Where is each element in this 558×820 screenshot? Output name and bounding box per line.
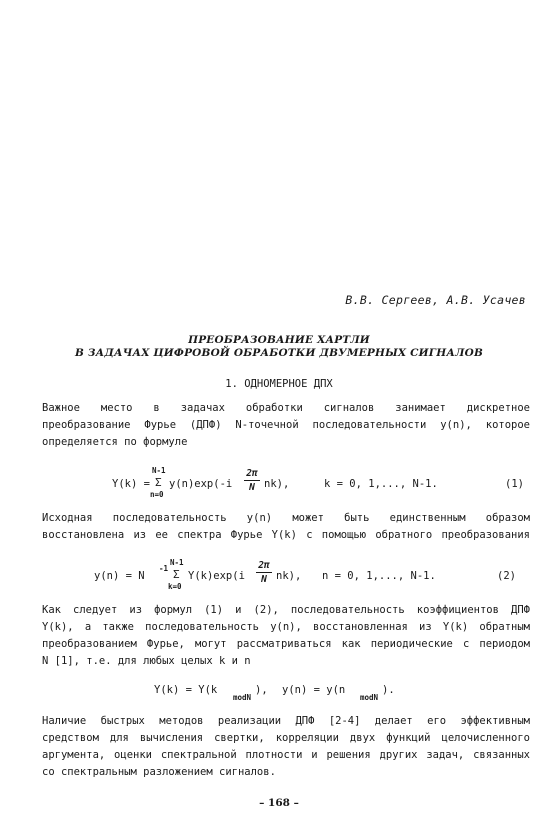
- paragraph-line: аргумента, оценки спектральной плотности и решения других задач, связанных: [42, 749, 530, 761]
- paragraph-line: Исходная последовательность y(n) может быть единственным образом: [42, 512, 530, 524]
- eq2-lhs: y(n) = N: [94, 570, 145, 582]
- paragraph-line: определяется по формуле: [42, 436, 188, 448]
- eq1-body: y(n)exp(-i: [169, 478, 233, 490]
- eq1-lhs: Y(k) =: [112, 478, 150, 490]
- eq3-part-2: ),: [255, 684, 268, 696]
- paragraph-line: преобразование Фурье (ДПФ) N-точечной последовательности y(n), которое: [42, 419, 530, 431]
- section-heading: 1. ОДНОМЕРНОЕ ДПХ: [225, 378, 333, 390]
- eq1-number: (1): [505, 478, 524, 490]
- fraction-bar: [244, 480, 260, 481]
- eq3-sub-2: modN: [360, 693, 379, 702]
- paragraph-line: средством для вычисления свертки, корреляции двух функций целочисленного: [42, 732, 530, 744]
- paragraph-line: N [1], т.е. для любых целых k и n: [42, 655, 251, 667]
- eq1-sum-sign: Σ: [155, 476, 162, 489]
- title-line-1: ПРЕОБРАЗОВАНИЕ ХАРТЛИ: [188, 334, 370, 346]
- paragraph-1: [42, 400, 530, 451]
- authors: В.В. Сергеев, А.В. Усачев: [345, 293, 526, 307]
- eq2-sum-top: N-1: [170, 558, 184, 567]
- paragraph-line: преобразованием Фурье, могут рассматриваться как периодические с периодом: [42, 638, 530, 650]
- eq2-frac-den: N: [261, 574, 267, 585]
- paragraph-line: восстановлена из ее спектра Фурье Y(k) с помощью обратного преобразования: [42, 529, 530, 541]
- eq2-body: Y(k)exp(i: [188, 570, 245, 582]
- eq2-range: n = 0, 1,..., N-1.: [322, 570, 436, 582]
- equation-3: [42, 680, 530, 704]
- eq2-power: -1: [159, 564, 169, 573]
- eq1-frac-den: N: [249, 482, 255, 493]
- equation-2: [42, 558, 530, 598]
- paragraph-line: Важное место в задачах обработки сигналов занимает дискретное: [42, 402, 530, 414]
- eq1-frac-num: 2π: [246, 468, 258, 479]
- eq2-fraction: [256, 560, 272, 585]
- eq2-frac-num: 2π: [258, 560, 270, 571]
- eq3-part-3: y(n) = y(n: [282, 684, 346, 696]
- paragraph-2: [42, 510, 530, 544]
- paragraph-line: Как следует из формул (1) и (2), последовательность коэффициентов ДПФ: [42, 604, 530, 616]
- eq3-part-4: ).: [382, 684, 395, 696]
- paragraph-line: со спектральным разложением сигналов.: [42, 766, 276, 778]
- paragraph-3: [42, 602, 530, 670]
- fraction-bar: [256, 572, 272, 573]
- eq3-sub-1: modN: [233, 693, 252, 702]
- eq1-sum-bottom: n=0: [150, 490, 164, 499]
- page-number: – 168 –: [259, 797, 299, 809]
- paragraph-line: Наличие быстрых методов реализации ДПФ [2-4] делает его эффективным: [42, 715, 530, 727]
- paragraph-line: Y(k), а также последовательность y(n), восстановленная из Y(k) обратным: [42, 621, 530, 633]
- title-line-2: В ЗАДАЧАХ ЦИФРОВОЙ ОБРАБОТКИ ДВУМЕРНЫХ СИГНАЛОВ: [74, 347, 484, 359]
- eq1-fraction: [244, 468, 260, 493]
- eq2-sum-sign: Σ: [173, 568, 180, 581]
- eq2-sum-bottom: k=0: [168, 582, 182, 591]
- eq3-part-1: Y(k) = Y(k: [154, 684, 218, 696]
- eq1-range: k = 0, 1,..., N-1.: [324, 478, 438, 490]
- eq2-number: (2): [497, 570, 516, 582]
- eq2-tail: nk),: [276, 570, 302, 582]
- equation-1: [42, 466, 530, 506]
- eq1-tail: nk),: [264, 478, 290, 490]
- eq1-sum-top: N-1: [152, 466, 166, 475]
- paragraph-4: [42, 713, 530, 781]
